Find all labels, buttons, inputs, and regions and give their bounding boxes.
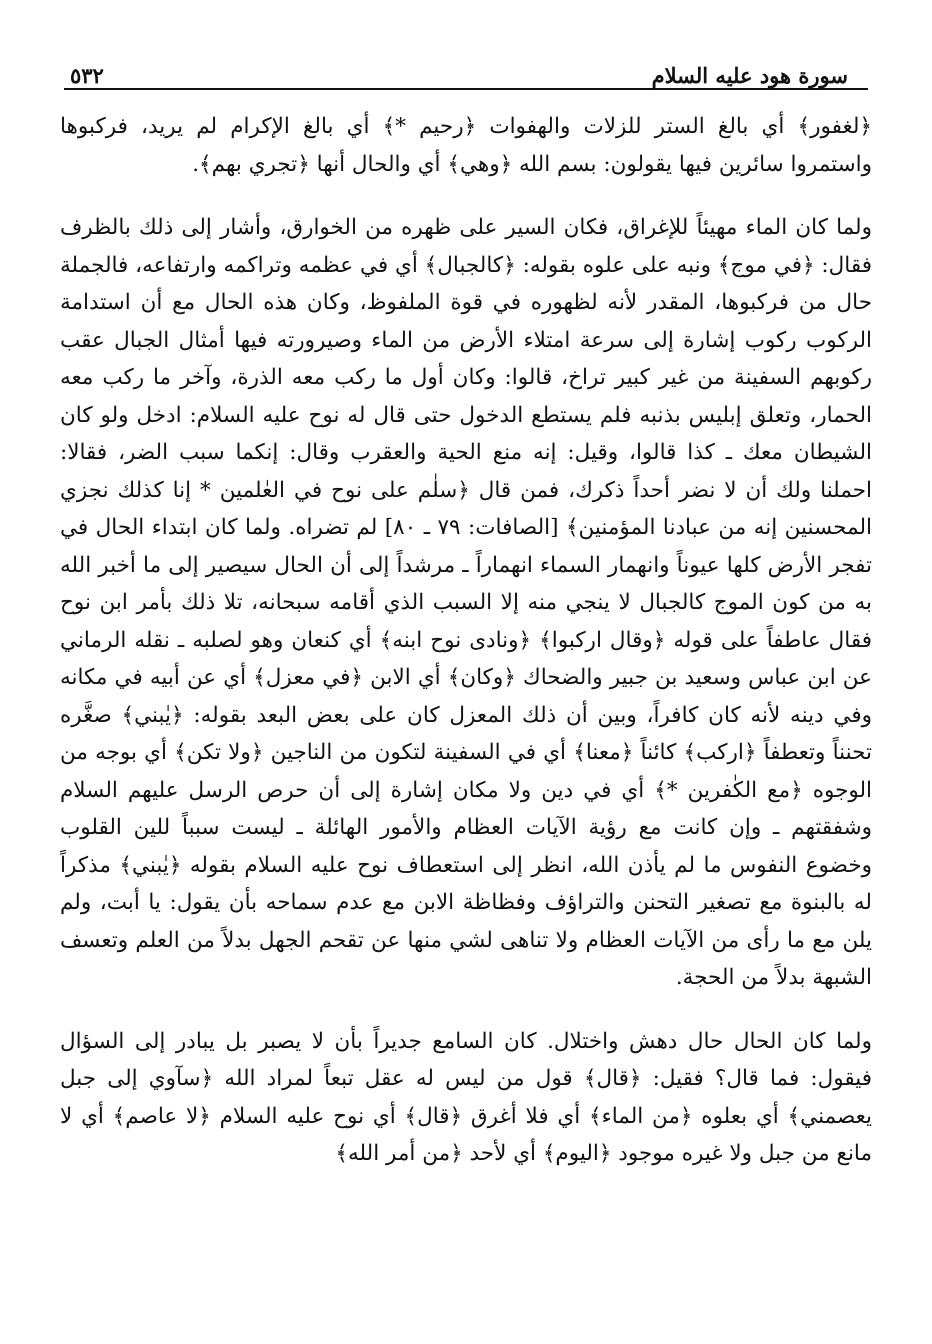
header-rule <box>64 88 868 90</box>
running-title: سورة هود عليه السلام <box>651 63 848 88</box>
book-page <box>60 48 872 1189</box>
page-number: ٥٣٢ <box>70 63 104 88</box>
paragraph-3: ولما كان الحال حال دهش واختلال. كان السامع جديراً بأن لا يصبر بل يبادر إلى السؤال فيقول: فما قال؟ فقيل: ﴿قال﴾ قول من ليس له عقل تبعاً لمراد الله ﴿سآوي إلى جبل يعصمني﴾ أي بعلوه ﴿من الماء﴾ أي فلا أغرق ﴿قال﴾ أي نوح عليه السلام ﴿لا عاصم﴾ أي لا مانع من جبل ولا غيره موجود ﴿اليوم﴾ أي لأحد ﴿من أمر الله﴾ <box>60 1028 872 1166</box>
page-header <box>60 48 872 88</box>
paragraph-2: ولما كان الماء مهيئاً للإغراق، فكان السير على ظهره من الخوارق، وأشار إلى ذلك بالظرف فقال: ﴿في موج﴾ ونبه على علوه بقوله: ﴿كالجبال﴾ أي في عظمه وتراكمه وارتفاعه، فالجملة حال من فركبوها، المقدر لأنه لظهوره في قوة الملفوظ، وكان هذه الحال مع أن استدامة الركوب ركوب إشارة إلى سرعة امتلاء الأرض من الماء وصيرورته فيها أمثال الجبال عقب ركوبهم السفينة من غير كبير تراخ، قالوا: وكان أول ما ركب معه الذرة، وآخر ما ركب معه الحمار، وتعلق إبليس بذنبه فلم يستطع الدخول حتى قال له نوح عليه السلام: ادخل ولو كان الشيطان معك ـ كذا قالوا، وقيل: إنه منع الحية والعقرب وقال: إنكما سبب الضر، فقالا: احملنا ولك أن لا نضر أحداً ذكرك، فمن قال ﴿سلٰم على نوح في العٰلمين * إنا كذلك نجزي المحسنين إنه من عبادنا المؤمنين﴾ [الصافات: ٧٩ ـ ٨٠] لم تضراه. ولما كان ابتداء الحال في تفجر الأرض كلها عيوناً وانهمار السماء انهماراً ـ مرشداً إلى أن الحال سيصير إلى ما أخبر الله به من كون الموج كالجبال لا ينجي منه إلا السبب الذي أقامه سبحانه، تلا ذلك بأمر ابن نوح فقال عاطفاً على قوله ﴿وقال اركبوا﴾ ﴿ونادى نوح ابنه﴾ أي كنعان وهو لصلبه ـ نقله الرماني عن ابن عباس وسعيد بن جبير والضحاك ﴿وكان﴾ أي الابن ﴿في معزل﴾ أي عن أبيه في مكانه وفي دينه لأنه كان كافراً، وبين أن ذلك المعزل كان على بعض البعد بقوله: ﴿يٰبني﴾ صغَّره تحنناً وتعطفاً ﴿اركب﴾ كائناً ﴿معنا﴾ أي في السفينة لتكون من الناجين ﴿ولا تكن﴾ أي بوجه من الوجوه ﴿مع الكٰفرين *﴾ أي في دين ولا مكان إشارة إلى أن حرص الرسل عليهم السلام وشفقتهم ـ وإن كانت مع رؤية الآيات العظام والأمور الهائلة ـ ليست سبباً للين القلوب وخضوع النفوس ما لم يأذن الله، انظر إلى استعطاف نوح عليه السلام بقوله ﴿يٰبني﴾ مذكراً له بالبنوة مع تصغير التحنن والتراؤف وفظاظة الابن مع عدم سماحه بأن يقول: يا أبت، ولم يلن مع ما رأى من الآيات العظام ولا تناهى لشي منها عن تقحم الجهل بدلاً من العلم وتعسف الشبهة بدلاً من الحجة. <box>60 215 873 990</box>
paragraph-1: ﴿لغفور﴾ أي بالغ الستر للزلات والهفوات ﴿رحيم *﴾ أي بالغ الإكرام لم يريد، فركبوها واستمروا سائرين فيها يقولون: بسم الله ﴿وهي﴾ أي والحال أنها ﴿تجري بهم﴾. <box>60 114 872 177</box>
